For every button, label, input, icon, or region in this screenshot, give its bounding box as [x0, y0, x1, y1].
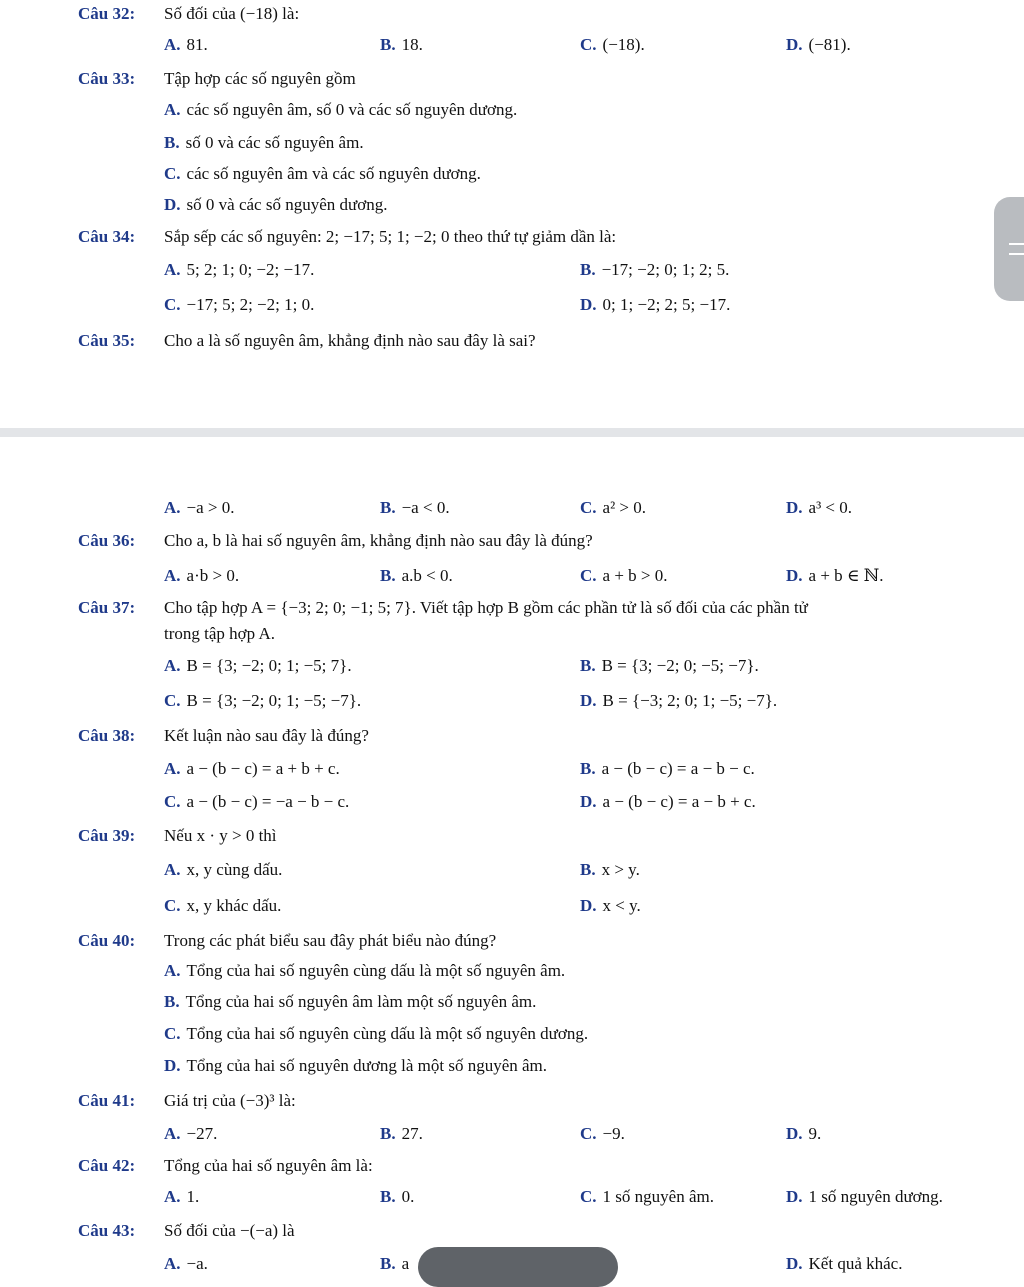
- question-text-continued: trong tập hợp A.: [164, 624, 275, 643]
- option-a[interactable]: A. Tổng của hai số nguyên cùng dấu là một số nguyên âm.: [164, 961, 566, 980]
- option-b[interactable]: B. x > y.: [580, 860, 640, 879]
- question-number: Câu 37:: [78, 598, 136, 617]
- question-number: Câu 38:: [78, 726, 136, 745]
- question-text: Cho tập hợp A = {−3; 2; 0; −1; 5; 7}. Viết tập hợp B gồm các phần tử là số đối của các phần tử: [164, 598, 808, 617]
- question-number: Câu 36:: [78, 531, 136, 550]
- option-d[interactable]: D. 1 số nguyên dương.: [786, 1187, 943, 1206]
- option-d[interactable]: D. 9.: [786, 1124, 822, 1143]
- option-b[interactable]: B. a: [380, 1254, 410, 1273]
- option-b[interactable]: B. 0.: [380, 1187, 415, 1206]
- option-d[interactable]: D. (−81).: [786, 35, 851, 54]
- option-b[interactable]: B. a − (b − c) = a − b − c.: [580, 759, 755, 778]
- question-text: Cho a là số nguyên âm, khẳng định nào sau đây là sai?: [164, 331, 536, 350]
- option-d[interactable]: D. số 0 và các số nguyên dương.: [164, 195, 388, 214]
- option-c[interactable]: C. Tổng của hai số nguyên cùng dấu là một số nguyên dương.: [164, 1024, 589, 1043]
- option-d[interactable]: D. a³ < 0.: [786, 498, 853, 517]
- question-text: Kết luận nào sau đây là đúng?: [164, 726, 369, 745]
- option-c[interactable]: C. −17; 5; 2; −2; 1; 0.: [164, 295, 315, 314]
- question-number: Câu 41:: [78, 1091, 136, 1110]
- option-a[interactable]: A. 81.: [164, 35, 208, 54]
- question-41: [78, 1090, 994, 1112]
- question-39: [78, 825, 994, 847]
- question-42: [78, 1155, 994, 1177]
- option-b[interactable]: B. 27.: [380, 1124, 423, 1143]
- option-a[interactable]: A. a·b > 0.: [164, 566, 240, 585]
- option-b[interactable]: B. −17; −2; 0; 1; 2; 5.: [580, 260, 730, 279]
- option-d[interactable]: D. a − (b − c) = a − b + c.: [580, 792, 756, 811]
- option-c[interactable]: C. 1 số nguyên âm.: [580, 1187, 714, 1206]
- option-d[interactable]: D. Kết quả khác.: [786, 1254, 903, 1273]
- question-number: Câu 40:: [78, 931, 136, 950]
- option-b[interactable]: B. 18.: [380, 35, 423, 54]
- question-number: Câu 42:: [78, 1156, 136, 1175]
- option-a[interactable]: A. 5; 2; 1; 0; −2; −17.: [164, 260, 315, 279]
- question-text: Nếu x · y > 0 thì: [164, 826, 277, 845]
- question-text: Tập hợp các số nguyên gồm: [164, 69, 356, 88]
- question-text: Cho a, b là hai số nguyên âm, khẳng định nào sau đây là đúng?: [164, 531, 593, 550]
- option-a[interactable]: A. −a.: [164, 1254, 208, 1273]
- question-text: Giá trị của (−3)³ là:: [164, 1091, 296, 1110]
- option-c[interactable]: C. (−18).: [580, 35, 645, 54]
- option-a[interactable]: A. B = {3; −2; 0; 1; −5; 7}.: [164, 656, 352, 675]
- option-c[interactable]: C. x, y khác dấu.: [164, 896, 282, 915]
- option-c[interactable]: C. a + b > 0.: [580, 566, 668, 585]
- option-a[interactable]: A. a − (b − c) = a + b + c.: [164, 759, 340, 778]
- option-b[interactable]: B. Tổng của hai số nguyên âm làm một số nguyên âm.: [164, 992, 537, 1011]
- option-d[interactable]: D. a + b ∈ ℕ.: [786, 566, 884, 585]
- option-b[interactable]: B. a.b < 0.: [380, 566, 453, 585]
- question-34: [78, 226, 994, 248]
- question-37: [78, 597, 994, 619]
- side-panel-handle[interactable]: [994, 197, 1024, 301]
- question-40: [78, 930, 994, 952]
- question-36: [78, 530, 994, 552]
- question-number: Câu 43:: [78, 1221, 136, 1240]
- question-number: Câu 32:: [78, 4, 136, 23]
- question-text: Tổng của hai số nguyên âm là:: [164, 1156, 373, 1175]
- question-38: [78, 725, 994, 747]
- option-d[interactable]: D. Tổng của hai số nguyên dương là một số nguyên âm.: [164, 1056, 548, 1075]
- option-a[interactable]: A. các số nguyên âm, số 0 và các số nguyên dương.: [164, 100, 518, 119]
- option-c[interactable]: C. a² > 0.: [580, 498, 647, 517]
- floating-overlay-pill[interactable]: [418, 1247, 618, 1287]
- option-a[interactable]: A. −a > 0.: [164, 498, 235, 517]
- option-b[interactable]: B. −a < 0.: [380, 498, 450, 517]
- option-b[interactable]: B. số 0 và các số nguyên âm.: [164, 133, 364, 152]
- option-c[interactable]: C. a − (b − c) = −a − b − c.: [164, 792, 350, 811]
- option-a[interactable]: A. −27.: [164, 1124, 218, 1143]
- option-d[interactable]: D. 0; 1; −2; 2; 5; −17.: [580, 295, 731, 314]
- option-d[interactable]: D. x < y.: [580, 896, 641, 915]
- option-c[interactable]: C. B = {3; −2; 0; 1; −5; −7}.: [164, 691, 362, 710]
- question-33: [78, 68, 994, 90]
- option-b[interactable]: B. B = {3; −2; 0; −5; −7}.: [580, 656, 759, 675]
- option-c[interactable]: C. các số nguyên âm và các số nguyên dương.: [164, 164, 481, 183]
- question-number: Câu 33:: [78, 69, 136, 88]
- question-text: Số đối của −(−a) là: [164, 1221, 295, 1240]
- question-43: [78, 1220, 994, 1242]
- option-a[interactable]: A. 1.: [164, 1187, 200, 1206]
- question-35: [78, 330, 994, 352]
- page-divider: [0, 428, 1024, 437]
- question-number: Câu 34:: [78, 227, 136, 246]
- option-c[interactable]: C. −9.: [580, 1124, 625, 1143]
- question-text: Số đối của (−18) là:: [164, 4, 300, 23]
- question-number: Câu 39:: [78, 826, 136, 845]
- question-text: Trong các phát biểu sau đây phát biểu nào đúng?: [164, 931, 497, 950]
- option-a[interactable]: A. x, y cùng dấu.: [164, 860, 283, 879]
- question-number: Câu 35:: [78, 331, 136, 350]
- option-d[interactable]: D. B = {−3; 2; 0; 1; −5; −7}.: [580, 691, 778, 710]
- menu-icon: [1009, 243, 1024, 255]
- question-32: [78, 3, 994, 25]
- question-text: Sắp sếp các số nguyên: 2; −17; 5; 1; −2; 0 theo thứ tự giảm dần là:: [164, 227, 617, 246]
